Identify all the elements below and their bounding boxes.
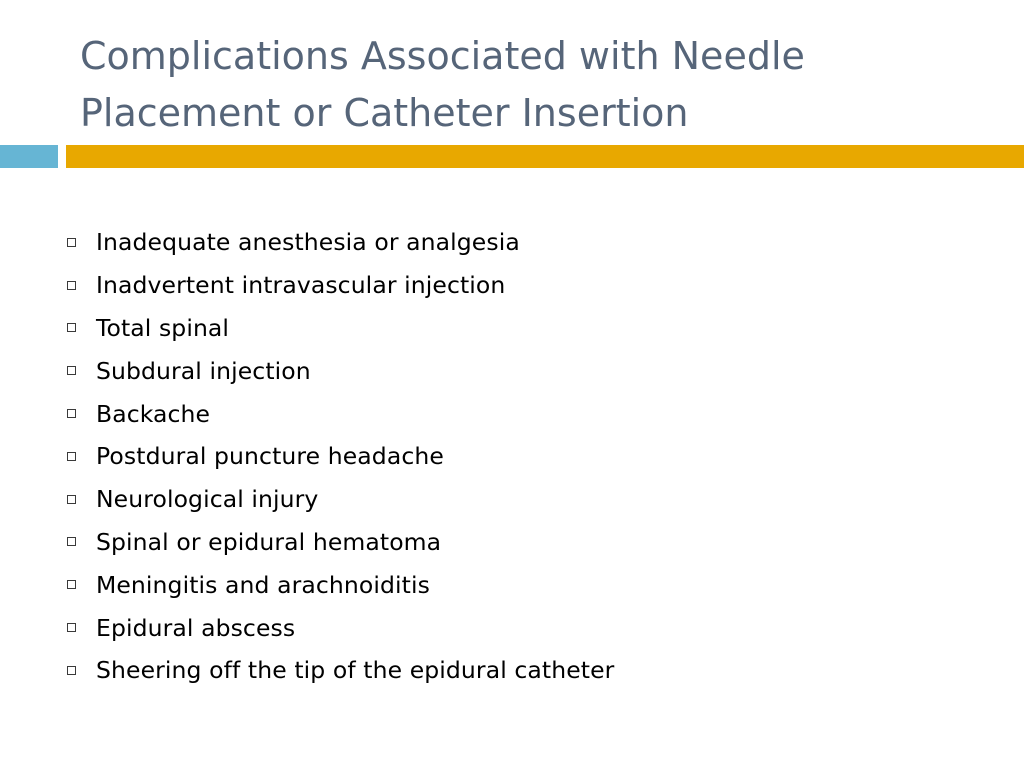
bullet-text: Postdural puncture headache — [96, 442, 444, 471]
list-item — [62, 307, 614, 350]
hollow-square-icon — [67, 366, 76, 375]
list-item — [62, 435, 614, 478]
hollow-square-icon — [67, 580, 76, 589]
bullet-list — [62, 221, 614, 692]
list-item — [62, 521, 614, 564]
slide-title — [80, 28, 980, 142]
list-item — [62, 392, 614, 435]
bullet-text: Spinal or epidural hematoma — [96, 527, 442, 556]
list-item — [62, 478, 614, 521]
slide-title-line-1: Complications Associated with Needle — [80, 34, 805, 78]
slide-title-line-2: Placement or Catheter Insertion — [80, 91, 689, 135]
hollow-square-icon — [67, 452, 76, 461]
hollow-square-icon — [67, 323, 76, 332]
accent-bar-gold — [66, 145, 1024, 168]
list-item — [62, 606, 614, 649]
accent-bar-blue — [0, 145, 58, 168]
bullet-text: Subdural injection — [96, 356, 311, 385]
bullet-text: Sheering off the tip of the epidural catheter — [96, 656, 615, 685]
bullet-text: Total spinal — [96, 313, 230, 342]
list-item — [62, 349, 614, 392]
bullet-text: Inadvertent intravascular injection — [96, 271, 506, 300]
bullet-text: Epidural abscess — [96, 613, 296, 642]
hollow-square-icon — [67, 409, 76, 418]
bullet-text: Meningitis and arachnoiditis — [96, 570, 430, 599]
bullet-text: Neurological injury — [96, 485, 319, 514]
hollow-square-icon — [67, 623, 76, 632]
hollow-square-icon — [67, 666, 76, 675]
list-item — [62, 563, 614, 606]
hollow-square-icon — [67, 537, 76, 546]
list-item — [62, 264, 614, 307]
bullet-text: Backache — [96, 399, 211, 428]
bullet-text: Inadequate anesthesia or analgesia — [96, 228, 520, 257]
hollow-square-icon — [67, 281, 76, 290]
hollow-square-icon — [67, 238, 76, 247]
list-item — [62, 649, 614, 692]
hollow-square-icon — [67, 495, 76, 504]
list-item — [62, 221, 614, 264]
